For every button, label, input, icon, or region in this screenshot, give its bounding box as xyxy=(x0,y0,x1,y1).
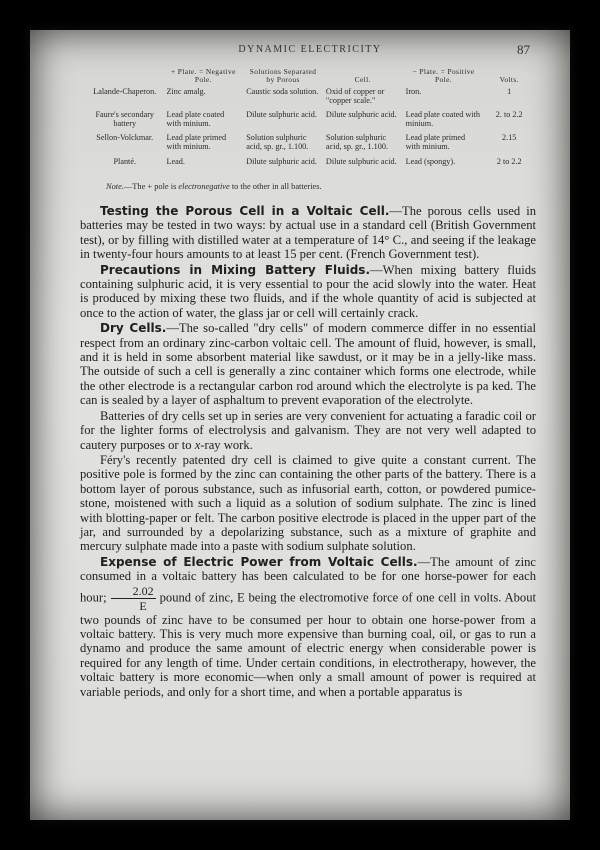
column-header: Solutions Separated by Porous xyxy=(249,67,317,84)
table-cell: Lead plate primed with minium. xyxy=(405,133,466,151)
paragraph-text: —The porous cells used in batteries may be tested in two ways: by actual use in a standard cell (British Government test), or by filling with distilled water at a temperature of 14° C., and seeing if the leakage in twenty-four hours amounts to at least 15 per cent. (French Government test). xyxy=(80,204,537,262)
column-header: − Plate. = Positive Pole. xyxy=(412,67,475,84)
section-heading: Dry Cells. xyxy=(100,321,167,336)
table-cell: Lead plate coated with minium. xyxy=(166,110,225,128)
table-cell: Lead. xyxy=(166,156,185,166)
table-note xyxy=(106,182,546,191)
column-header: Volts. xyxy=(499,75,519,84)
table-cell: Faure's secondary battery xyxy=(95,110,155,128)
paragraph-dry-cells xyxy=(80,321,536,407)
paragraph-text: —The so-called "dry cells" of modern commerce differ in no essential respect from an ordinary zinc-carbon voltaic cell. The amount of fluid, however, is small, and it is held in some absorbent material like sawdust, or it may be in a jelly-like mass. The outside of such a cell is generally a zinc container which forms one electrode, while the other electrode is a rectangular carbon rod around which the electrolyte is pa ked. The can is sealed by a layer of asphaltum to prevent evaporation of the electrolyte. xyxy=(80,321,536,408)
table-cell: Lead plate coated with minium. xyxy=(405,110,480,128)
note-italic: electronegative xyxy=(178,182,230,191)
table-cell: Solution sulphuric acid, sp. gr., 1.100. xyxy=(246,133,309,151)
paragraph-text: Batteries of dry cells set up in series are very convenient for actuating a faradic coil or for the lighter forms of electrolysis and galvanism. They are not very well adapted to cautery purposes or to xyxy=(80,408,536,452)
paragraph-series xyxy=(80,409,536,452)
running-title: DYNAMIC ELECTRICITY xyxy=(238,44,382,55)
fraction xyxy=(111,584,156,613)
fraction-numerator: 2.02 xyxy=(111,584,156,599)
table-cell: Lalande-Chaperon. xyxy=(93,87,157,96)
paragraph-mixing-fluids xyxy=(80,263,536,321)
table-cell: Oxid of copper or "copper scale." xyxy=(325,87,385,105)
section-heading: Precautions in Mixing Battery Fluids. xyxy=(100,262,371,277)
battery-table xyxy=(86,68,534,172)
table-row xyxy=(86,88,534,111)
table-row xyxy=(86,111,534,134)
paragraph-expense xyxy=(80,555,536,699)
paragraph-porous-cell xyxy=(80,204,536,262)
body-text xyxy=(80,204,536,700)
table-cell: Lead (spongy). xyxy=(405,156,456,166)
section-heading: Expense of Electric Power from Voltaic Cells. xyxy=(100,554,418,569)
paragraph-text: —When mixing battery fluids containing sulphuric acid, it is very essential to pour the acid slowly into the water. Heat is produced by mixing these two fluids, and if the whole quantity of acid is subjected at once to the action of water, the glass jar or cell will certainly crack. xyxy=(80,262,536,320)
table-cell: Dilute sulphuric acid. xyxy=(325,110,397,120)
table-header-row xyxy=(86,68,534,88)
table-cell: Iron. xyxy=(405,87,422,96)
note-label: Note. xyxy=(106,182,124,191)
table-cell: Zinc amalg. xyxy=(166,87,206,96)
column-header: Cell. xyxy=(354,75,371,84)
table-cell: 2.15 xyxy=(502,133,517,143)
table-cell: Sellon-Volckmar. xyxy=(96,133,154,143)
page-header xyxy=(90,44,530,60)
column-header xyxy=(86,68,164,88)
table-cell: 2 to 2.2 xyxy=(496,156,522,166)
table-row xyxy=(86,158,534,173)
paragraph-text: -ray work. xyxy=(200,437,253,452)
paragraph-text: pound of zinc, E being the electromotive force of one cell in volts. About two pounds of zinc have to be consumed per hour to obtain one horse-power from a voltaic battery. This is very much more expensive than burning coal, oil, or gas to run a dynamo and produce the same amount of electric energy when considerable power is required for any length of time. Under certain conditions, in electrotherapy, however, the voltaic battery is more economic—when only a small amount of power is required at variable periods, and only for a short time, and when a portable apparatus is xyxy=(80,589,536,699)
table-cell: Dilute sulphuric acid. xyxy=(246,110,317,120)
fraction-denominator: E xyxy=(139,598,147,613)
table-row xyxy=(86,134,534,157)
note-suffix: to the other in all batteries. xyxy=(229,182,322,191)
table-cell: Caustic soda solution. xyxy=(246,87,319,96)
column-header: + Plate. = Negative Pole. xyxy=(170,67,236,84)
table-cell: Planté. xyxy=(113,156,137,166)
note-text: —The + pole is xyxy=(123,182,179,191)
table-cell: 1 xyxy=(507,87,512,96)
italic-term: x xyxy=(194,437,201,452)
table-cell: Dilute sulphuric acid. xyxy=(325,156,397,166)
book-page xyxy=(30,30,570,820)
paragraph-fery-cell xyxy=(80,453,536,554)
paragraph-text: —The amount of zinc consumed in a voltaic battery has been calculated to be for one horse-power for each hour; xyxy=(80,554,536,604)
table-cell: Dilute sulphuric acid. xyxy=(246,156,317,166)
table-cell: 2. to 2.2 xyxy=(495,110,523,120)
table-cell: Solution sulphuric acid, sp. gr., 1.100. xyxy=(325,133,388,151)
section-heading: Testing the Porous Cell in a Voltaic Cell. xyxy=(100,204,390,218)
page-number: 87 xyxy=(517,42,530,57)
table-cell: Lead plate primed with minium. xyxy=(166,133,227,151)
paragraph-text: Féry's recently patented dry cell is claimed to give quite a constant current. The positive pole is formed by the zinc can containing the other parts of the battery. There is a bottom layer of porous substance, such as infusorial earth, cotton, or powdered pumice-stone, moistened with such a liquid as a solution of sodium sulphate. The zinc is lined with blotting-paper or felt. The carbon positive electrode is placed in the upper part of the jar, and surrounded by a depolarizing substance, such as a mixture of graphite and mercury sulphate made into a paste with sodium sulphate solution. xyxy=(80,452,536,554)
